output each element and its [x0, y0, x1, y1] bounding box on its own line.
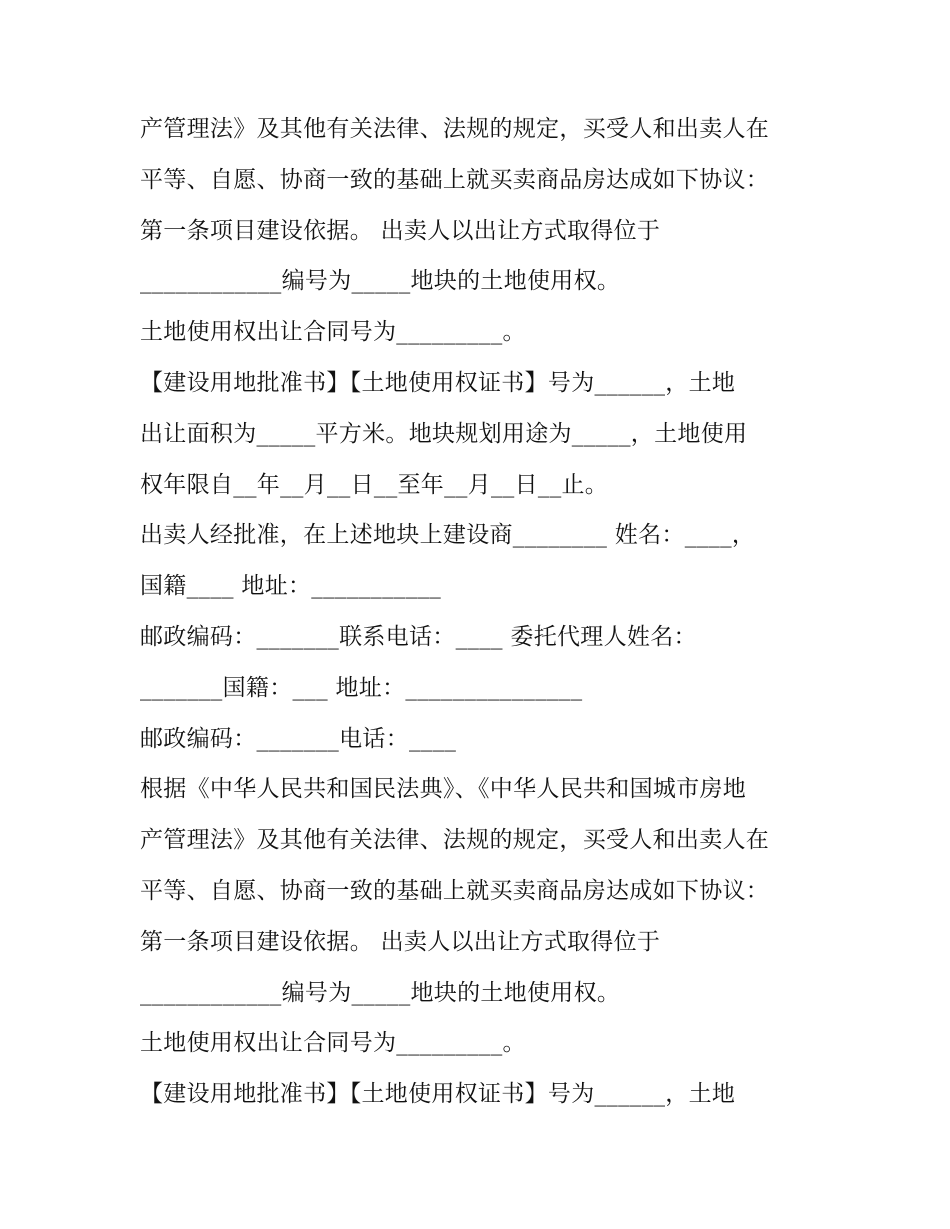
text-line: 【建设用地批准书】【土地使用权证书】号为______，土地 — [140, 369, 736, 396]
text-line: 邮政编码：_______电话：____ — [140, 725, 457, 752]
text-line: _______国籍：___ 地址：_______________ — [140, 674, 583, 701]
document-body — [140, 104, 830, 1120]
text-line: 第一条项目建设依据。 出卖人以出让方式取得位于 — [140, 928, 661, 955]
text-line: 根据《中华人民共和国民法典》、《中华人民共和国城市房地 — [140, 776, 747, 803]
text-line: 平等、自愿、协商一致的基础上就买卖商品房达成如下协议： — [140, 166, 770, 193]
text-line: 【建设用地批准书】【土地使用权证书】号为______，土地 — [140, 1081, 736, 1108]
text-line: ____________编号为_____地块的土地使用权。 — [140, 268, 621, 295]
text-line: 国籍____ 地址：___________ — [140, 573, 442, 600]
text-line: 产管理法》及其他有关法律、法规的规定，买受人和出卖人在 — [140, 116, 770, 142]
text-line: 平等、自愿、协商一致的基础上就买卖商品房达成如下协议： — [140, 877, 770, 904]
text-line: 邮政编码：_______联系电话：____ 委托代理人姓名： — [140, 623, 697, 650]
text-line: 第一条项目建设依据。 出卖人以出让方式取得位于 — [140, 217, 661, 244]
text-line: ____________编号为_____地块的土地使用权。 — [140, 979, 621, 1006]
text-line: 权年限自__年__月__日__至年__月__日__止。 — [140, 471, 609, 498]
text-line: 出让面积为_____平方米。地块规划用途为_____，土地使用 — [140, 420, 748, 447]
text-line: 土地使用权出让合同号为_________。 — [140, 319, 526, 346]
text-line: 土地使用权出让合同号为_________。 — [140, 1030, 526, 1057]
text-line: 出卖人经批准，在上述地块上建设商________ 姓名：____， — [140, 522, 756, 549]
text-line: 产管理法》及其他有关法律、法规的规定，买受人和出卖人在 — [140, 827, 770, 854]
